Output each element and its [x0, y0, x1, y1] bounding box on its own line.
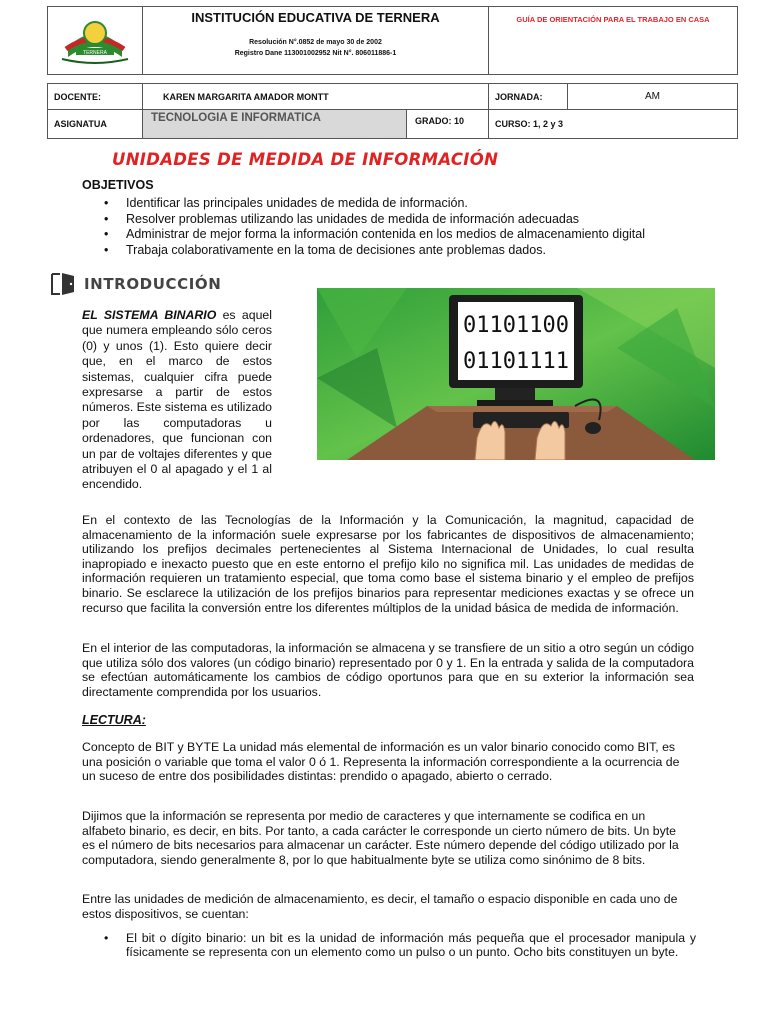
school-logo-icon: [48, 7, 142, 69]
binary-line-2: 01101111: [463, 349, 569, 374]
institution-name: INSTITUCIÓN EDUCATIVA DE TERNERA: [191, 10, 440, 25]
guide-title: GUÍA DE ORIENTACIÓN PARA EL TRABAJO EN CASA: [516, 15, 710, 24]
list-item: • Administrar de mejor forma la información contenida en los medios de almacenamiento digital: [126, 227, 746, 243]
grado-value: GRADO: 10: [406, 110, 488, 138]
asignatura-value: TECNOLOGIA E INFORMATICA: [151, 112, 321, 124]
guide-cell: [489, 7, 738, 75]
jornada-label: JORNADA:: [489, 84, 568, 110]
intro-title: INTRODUCCIÓN: [84, 275, 222, 293]
docente-value: KAREN MARGARITA AMADOR MONTT: [143, 84, 489, 110]
institution-cell: [143, 7, 489, 75]
header-table: [47, 6, 738, 139]
list-item: • Trabaja colaborativamente en la toma de decisiones ante problemas dados.: [126, 243, 746, 259]
page-title: UNIDADES DE MEDIDA DE INFORMACIÓN: [112, 150, 499, 169]
binary-paragraph: [82, 308, 272, 493]
lectura-heading: LECTURA:: [82, 713, 146, 727]
units-list: [82, 932, 696, 959]
characters-paragraph: Dijimos que la información se representa por medio de caracteres y que internamente se codifica en un alfabeto binario, es decir, en bits. Por tanto, a cada carácter le corresponde un cierto número de bits. Un byte es el número de bits necesarios para almacenar un carácter. Este número depende del código utilizado por la computadora, siendo generalmente 8, por lo que habitualmente byte se utiliza como sinónimo de 8 bits.: [82, 809, 679, 867]
context-paragraph: En el contexto de las Tecnologías de la Información y la Comunicación, la magnitud, capacidad de almacenamiento de la información suele expresarse por los fabricantes de dispositivos de almacenamiento; utilizando los prefijos decimales pertenecientes al Sistema Internacional de Unidades, lo cual resulta inapropiado e inexacto puesto que en este entorno el prefijo kilo no significa mil. Las unidades de medidas de información requieren un tratamiento especial, que toma como base el sistema binario y el empleo de prefijos binario. Se esclarece la utilización de los prefijos binarios para representar mediciones exactas y se ofrece un recurso que facilita la conversión entre los diferentes múltiplos de la unidad básica de medida de información.: [82, 513, 694, 615]
docente-label: DOCENTE:: [48, 84, 143, 110]
objectives-heading: OBJETIVOS: [82, 178, 154, 192]
jornada-value: AM: [568, 84, 738, 110]
units-intro-paragraph: Entre las unidades de medición de almacenamiento, es decir, el tamaño o espacio disponible en cada uno de estos dispositivos, se cuentan:: [82, 892, 678, 921]
logo-cell: [48, 7, 143, 75]
bit-byte-paragraph: Concepto de BIT y BYTE La unidad más elemental de información es un valor binario conocido como BIT, es una posición o variable que toma el valor 0 ó 1. Representa la información correspondiente a la ocurrencia de un suceso de entre dos posibilidades distintas: prendido o apagado, abierto o cerrado.: [82, 740, 680, 784]
intro-heading: [50, 273, 221, 295]
svg-text:TERNERA: TERNERA: [83, 50, 107, 56]
registry-text: Registro Dane 113001002952 Nit N°. 806011886-1: [234, 50, 397, 57]
objectives-list: [82, 196, 746, 258]
asignatura-label: ASIGNATUA: [48, 110, 143, 139]
resolution-text: Resolución N°.0852 de mayo 30 de 2002: [249, 39, 382, 46]
binary-lead: EL SISTEMA BINARIO: [82, 308, 217, 322]
list-item: • Resolver problemas utilizando las unidades de medida de información adecuadas: [126, 212, 746, 228]
binary-text: es aquel que numera empleando sólo ceros (0) y unos (1). Esto quiere decir que, en el marco de estos sistemas, cualquier cifra puede expresarse a partir de estos números. Este sistema es utilizado por las computadoras u ordenadores, que funcionan con un par de voltajes diferentes y que atribuyen el 0 al apagado y el 1 al encendido.: [82, 308, 273, 492]
computers-paragraph: En el interior de las computadoras, la información se almacena y se transfiere de un sitio a otro según un código que utiliza sólo dos valores (un código binario) representado por 0 y 1. En la entrada y salida de la computadora se efectúan automáticamente los cambios de código oportunos para que en su exterior la información sea directamente comprendida por los usuarios.: [82, 641, 694, 699]
asignatura-cell: [143, 110, 489, 139]
binary-line-1: 01101100: [463, 313, 569, 338]
door-icon: [50, 273, 76, 295]
list-item: • Identificar las principales unidades de medida de información.: [126, 196, 746, 212]
curso-value: CURSO: 1, 2 y 3: [489, 110, 738, 139]
list-item: • El bit o dígito binario: un bit es la unidad de información más pequeña que el procesador manipula y físicamente se representa con un elemento como un pulso o un punto. Ocho bits constituyen un byte.: [126, 932, 696, 959]
computer-image: [317, 288, 715, 460]
